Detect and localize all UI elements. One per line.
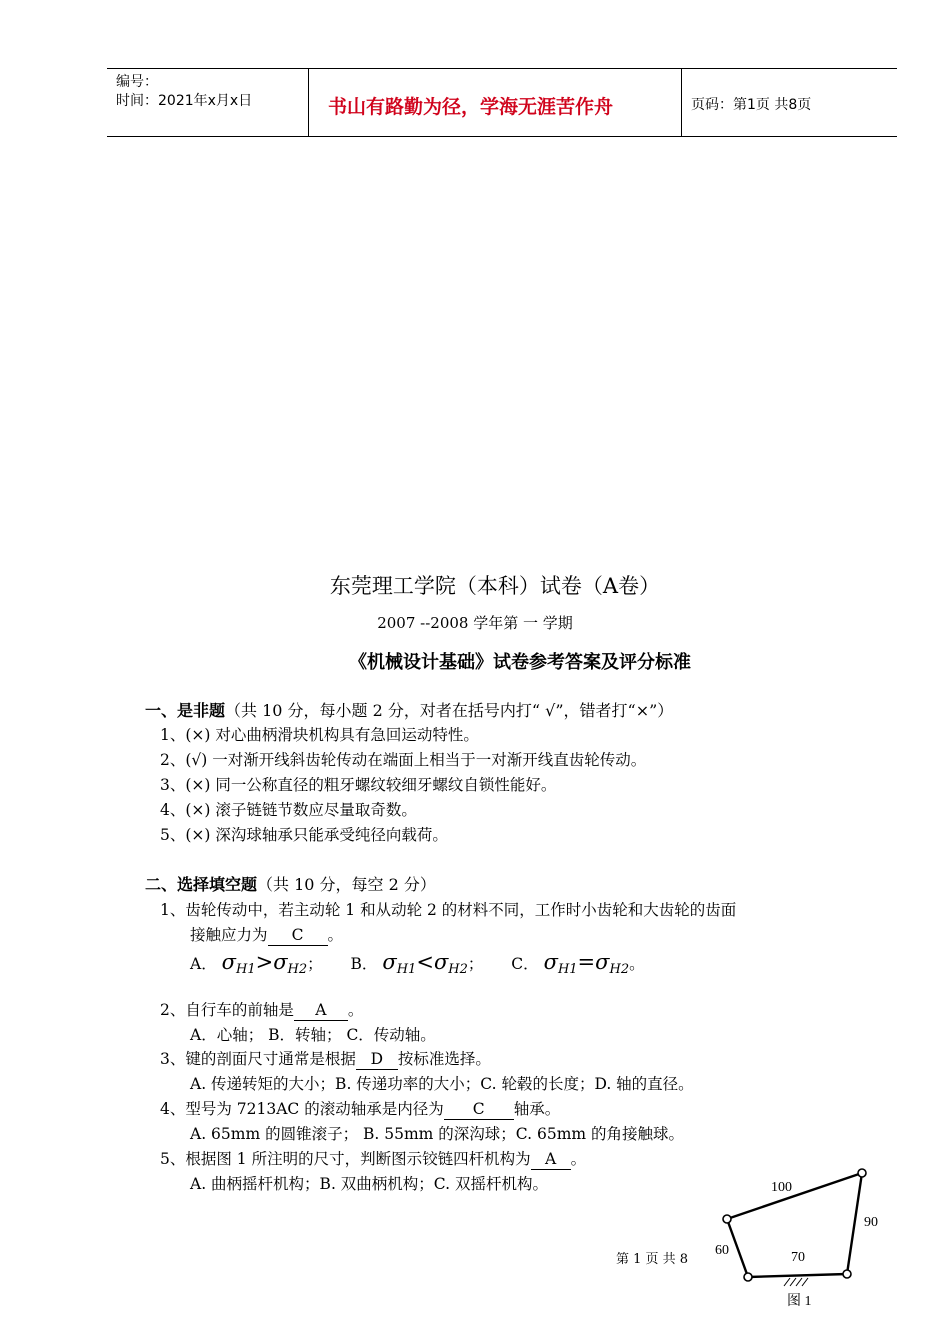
section1-heading bbox=[145, 698, 673, 721]
ground-hatch bbox=[784, 1278, 808, 1286]
q2-answer: A bbox=[294, 1002, 348, 1021]
header-number-label: 编号： bbox=[116, 74, 158, 90]
link-top bbox=[727, 1173, 862, 1219]
section2-note: （共 10 分，每空 2 分） bbox=[257, 875, 436, 894]
q1-sub-a2: H2 bbox=[287, 962, 308, 977]
header-motto: 书山有路勤为径，学海无涯苦作舟 bbox=[328, 96, 614, 118]
section2-title: 二、选择填空题 bbox=[145, 875, 258, 894]
q4-answer: C bbox=[444, 1101, 514, 1120]
q5-answer: A bbox=[531, 1151, 571, 1170]
q1-sep-a: ； bbox=[307, 955, 323, 973]
q2-options: A．心轴； B．转轴； C．传动轴。 bbox=[190, 1026, 436, 1044]
header-top-rule bbox=[107, 68, 897, 69]
q1-option-b-label: B． bbox=[350, 955, 378, 973]
exam-subtitle: 《机械设计基础》试卷参考答案及评分标准 bbox=[349, 652, 691, 673]
joint-b bbox=[858, 1169, 866, 1177]
header-bottom-rule bbox=[107, 136, 897, 137]
q1-sub-a1: H1 bbox=[235, 962, 256, 977]
q3-suffix: 按标准选择。 bbox=[397, 1050, 491, 1068]
q5-prefix: 5、根据图 1 所注明的尺寸，判断图示铰链四杆机构为 bbox=[160, 1150, 531, 1168]
q1-sigma-b1: σ bbox=[382, 950, 397, 974]
figure-1-four-bar-linkage bbox=[700, 1160, 900, 1310]
link-left bbox=[727, 1219, 748, 1277]
joint-d bbox=[744, 1273, 752, 1281]
q3-prefix: 3、键的剖面尺寸通常是根据 bbox=[160, 1050, 356, 1068]
q1-options bbox=[190, 950, 645, 977]
q1-end: 。 bbox=[629, 955, 645, 973]
exam-term: 2007 --2008 学年第 一 学期 bbox=[377, 614, 573, 632]
q4-line bbox=[160, 1097, 560, 1120]
header-divider-right bbox=[681, 68, 682, 136]
label-link-top: 100 bbox=[771, 1180, 792, 1195]
header-divider-left bbox=[308, 68, 309, 136]
q1-option-c-label: C． bbox=[511, 955, 539, 973]
section1-item-2: 2、(√) 一对渐开线斜齿轮传动在端面上相当于一对渐开线直齿轮传动。 bbox=[160, 751, 647, 769]
label-link-left: 60 bbox=[715, 1243, 729, 1258]
q1-sub-b1: H1 bbox=[396, 962, 417, 977]
section1-item-4: 4、(×) 滚子链链节数应尽量取奇数。 bbox=[160, 801, 417, 819]
q2-line bbox=[160, 998, 363, 1021]
q1-prefix: 接触应力为 bbox=[190, 926, 268, 944]
section2-heading bbox=[145, 872, 436, 895]
label-link-bottom: 70 bbox=[791, 1250, 805, 1265]
q2-prefix: 2、自行车的前轴是 bbox=[160, 1001, 294, 1019]
page-footer: 第 1 页 共 8 bbox=[616, 1252, 689, 1267]
section1-item-1: 1、(×) 对心曲柄滑块机构具有急回运动特性。 bbox=[160, 726, 479, 744]
exam-title: 东莞理工学院（本科）试卷（A卷） bbox=[329, 574, 661, 598]
link-right bbox=[847, 1173, 862, 1274]
q3-answer: D bbox=[356, 1051, 398, 1070]
section1-item-3: 3、(×) 同一公称直径的粗牙螺纹较细牙螺纹自锁性能好。 bbox=[160, 776, 557, 794]
q1-op-b: < bbox=[416, 950, 434, 974]
q4-prefix: 4、型号为 7213AC 的滚动轴承是内径为 bbox=[160, 1100, 444, 1118]
q1-sub-c2: H2 bbox=[609, 962, 630, 977]
q1-sigma-b2: σ bbox=[433, 950, 449, 974]
joint-a bbox=[723, 1215, 731, 1223]
link-ground bbox=[748, 1274, 847, 1277]
section1-note: （共 10 分，每小题 2 分，对者在括号内打“ √”，错者打“×”） bbox=[225, 701, 674, 720]
q1-line1: 1、齿轮传动中，若主动轮 1 和从动轮 2 的材料不同，工作时小齿轮和大齿轮的齿面 bbox=[160, 901, 737, 919]
q2-suffix: 。 bbox=[347, 1001, 364, 1019]
q1-answer: C bbox=[268, 927, 328, 946]
q1-suffix: 。 bbox=[327, 926, 344, 944]
q3-line bbox=[160, 1047, 491, 1070]
q1-sigma-c1: σ bbox=[543, 950, 558, 974]
header-page-label: 页码：第1页 共8页 bbox=[691, 97, 812, 113]
q1-sub-b2: H2 bbox=[448, 962, 468, 977]
q3-options: A. 传递转矩的大小；B. 传递功率的大小；C. 轮毂的长度；D. 轴的直径。 bbox=[190, 1075, 694, 1093]
joint-c bbox=[843, 1270, 851, 1278]
q1-line2 bbox=[190, 923, 343, 946]
q1-sub-c1: H1 bbox=[557, 962, 578, 977]
q1-sep-b: ； bbox=[467, 955, 484, 973]
q1-sigma-c2: σ bbox=[595, 950, 610, 974]
section1-title: 一、是非题 bbox=[145, 701, 226, 720]
q1-sigma-a1: σ bbox=[221, 950, 236, 974]
q5-suffix: 。 bbox=[570, 1150, 587, 1168]
q5-line bbox=[160, 1147, 586, 1170]
q1-op-a: > bbox=[255, 950, 274, 974]
q1-sigma-a2: σ bbox=[273, 950, 288, 974]
figure-caption: 图 1 bbox=[787, 1294, 812, 1309]
label-link-right: 90 bbox=[864, 1215, 878, 1230]
section1-item-5: 5、(×) 深沟球轴承只能承受纯径向载荷。 bbox=[160, 826, 448, 844]
q1-op-c: = bbox=[577, 950, 596, 974]
q1-option-a-label: A． bbox=[190, 955, 217, 973]
q5-options: A. 曲柄摇杆机构；B. 双曲柄机构；C. 双摇杆机构。 bbox=[190, 1175, 548, 1193]
header-time-label: 时间：2021年x月x日 bbox=[116, 93, 253, 109]
q4-suffix: 轴承。 bbox=[513, 1100, 561, 1118]
q4-options: A. 65mm 的圆锥滚子； B. 55mm 的深沟球；C. 65mm 的角接触球。 bbox=[190, 1125, 685, 1143]
